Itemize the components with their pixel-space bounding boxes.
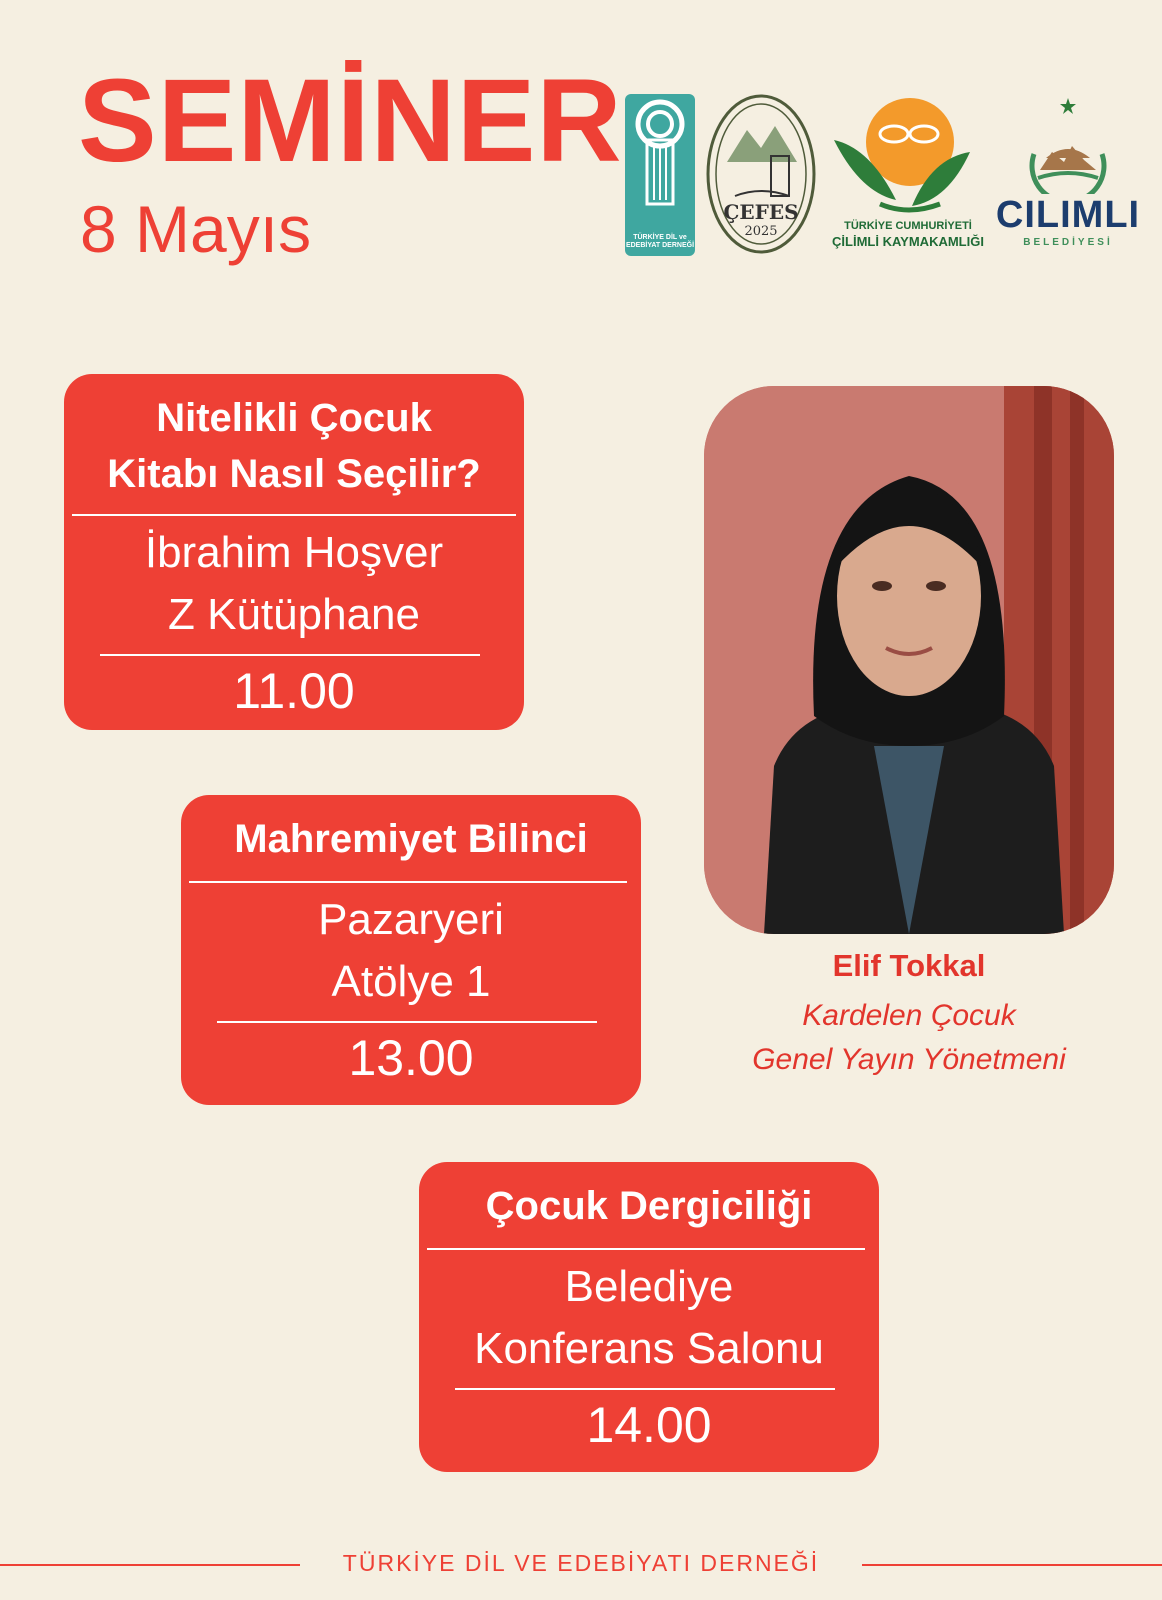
tded-emblem-icon — [625, 94, 695, 214]
session-title-line: Nitelikli Çocuk — [156, 396, 432, 440]
speaker-role-line: Kardelen Çocuk — [802, 999, 1016, 1032]
session-card — [181, 795, 641, 1105]
cefes-logo — [705, 92, 817, 256]
session-title — [64, 374, 524, 502]
speaker-photo — [704, 386, 1114, 934]
speaker-portrait-icon — [704, 386, 1114, 934]
kaymakamlik-logo — [820, 96, 996, 256]
belediye-sub: BELEDİYESİ — [1023, 237, 1113, 248]
kaymakamlik-emblem-icon — [820, 96, 996, 220]
footer-divider — [0, 1564, 300, 1566]
session-title-line: Kitabı Nasıl Seçilir? — [107, 452, 481, 496]
session-place-line: İbrahim Hoşver — [144, 528, 444, 577]
session-time: 14.00 — [586, 1397, 712, 1453]
session-card — [64, 374, 524, 730]
cefes-name: ÇEFES — [723, 200, 799, 224]
footer-divider — [862, 1564, 1162, 1566]
speaker-role — [704, 994, 1114, 1082]
session-time: 11.00 — [233, 663, 355, 719]
session-place — [419, 1250, 879, 1380]
belediye-name: CILIMLI — [995, 194, 1141, 236]
speaker-role-line: Genel Yayın Yönetmeni — [752, 1043, 1066, 1076]
kaymakamlik-line2: ÇİLİMLİ KAYMAKAMLIĞI — [832, 234, 984, 249]
cefes-year: 2025 — [744, 224, 778, 239]
session-time: 13.00 — [348, 1030, 474, 1086]
belediye-logo — [990, 96, 1146, 256]
session-place — [64, 516, 524, 646]
tded-logo — [625, 94, 695, 256]
session-title: Mahremiyet Bilinci — [234, 817, 588, 861]
session-place-line: Pazaryeri — [318, 895, 504, 944]
page-title: SEMİNER — [78, 55, 623, 187]
session-place — [181, 883, 641, 1013]
event-date: 8 Mayıs — [80, 192, 312, 266]
tded-logo-text: TÜRKİYE DİL ve EDEBİYAT DERNEĞİ — [625, 233, 695, 249]
session-card — [419, 1162, 879, 1472]
kaymakamlik-line1: TÜRKİYE CUMHURİYETİ — [844, 220, 972, 232]
belediye-emblem-icon — [990, 96, 1146, 194]
session-title: Çocuk Dergiciliği — [485, 1184, 813, 1228]
session-place-line: Konferans Salonu — [474, 1324, 824, 1373]
speaker-name: Elif Tokkal — [832, 948, 986, 983]
session-place-line: Atölye 1 — [331, 957, 491, 1006]
session-place-line: Z Kütüphane — [168, 590, 420, 639]
footer-text: TÜRKİYE DİL VE EDEBİYATI DERNEĞİ — [342, 1550, 820, 1576]
session-place-line: Belediye — [564, 1262, 734, 1311]
